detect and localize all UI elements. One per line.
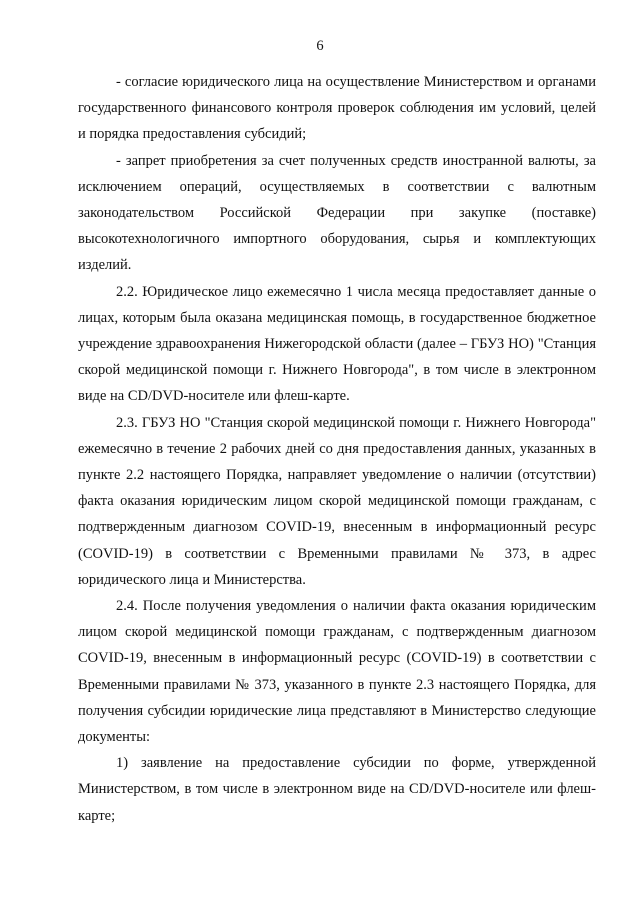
paragraph-2-2: 2.2. Юридическое лицо ежемесячно 1 числа месяца предоставляет данные о лицах, которым была оказана медицинская помощь, в государственное бюджетное учреждение здравоохранения Нижегородской области (далее – ГБУЗ НО) "Станция скорой медицинской помощи г. Нижнего Новгорода", в том числе в электронном виде на CD/DVD-носителе или флеш-карте. (78, 283, 596, 405)
paragraph-currency-ban: - запрет приобретения за счет полученных средств иностранной валюты, за исключением операций, осуществляемых в соответствии с валютным законодательством Российской Федерации при закупке (поставке) высокотехнологичного импортного оборудования, сырья и комплектующих изделий. (78, 152, 596, 274)
page-body (78, 69, 596, 829)
page-number: 6 (316, 38, 324, 54)
paragraph-item-1: 1) заявление на предоставление субсидии по форме, утвержденной Министерством, в том числе в электронном виде на CD/DVD-носителе или флеш-карте; (78, 755, 596, 824)
paragraph-consent: - согласие юридического лица на осуществление Министерством и органами государственного финансового контроля проверок соблюдения им условий, целей и порядка предоставления субсидий; (78, 74, 596, 143)
paragraph-2-3: 2.3. ГБУЗ НО "Станция скорой медицинской помощи г. Нижнего Новгорода" ежемесячно в течение 2 рабочих дней со дня предоставления данных, указанных в пункте 2.2 настоящего Порядка, направляет уведомление о наличии (отсутствии) факта оказания юридическим лицом скорой медицинской помощи гражданам, с подтвержденным диагнозом COVID-19, внесенным в информационный ресурс (COVID-19) в соответствии с Временными правилами № 373, в адрес юридического лица и Министерства. (78, 414, 596, 588)
paragraph-2-4: 2.4. После получения уведомления о наличии факта оказания юридическим лицом скорой медицинской помощи гражданам, с подтвержденным диагнозом COVID-19, внесенным в информационный ресурс (COVID-19) в соответствии с Временными правилами № 373, указанного в пункте 2.3 настоящего Порядка, для получения субсидии юридические лица представляют в Министерство следующие документы: (78, 598, 596, 746)
